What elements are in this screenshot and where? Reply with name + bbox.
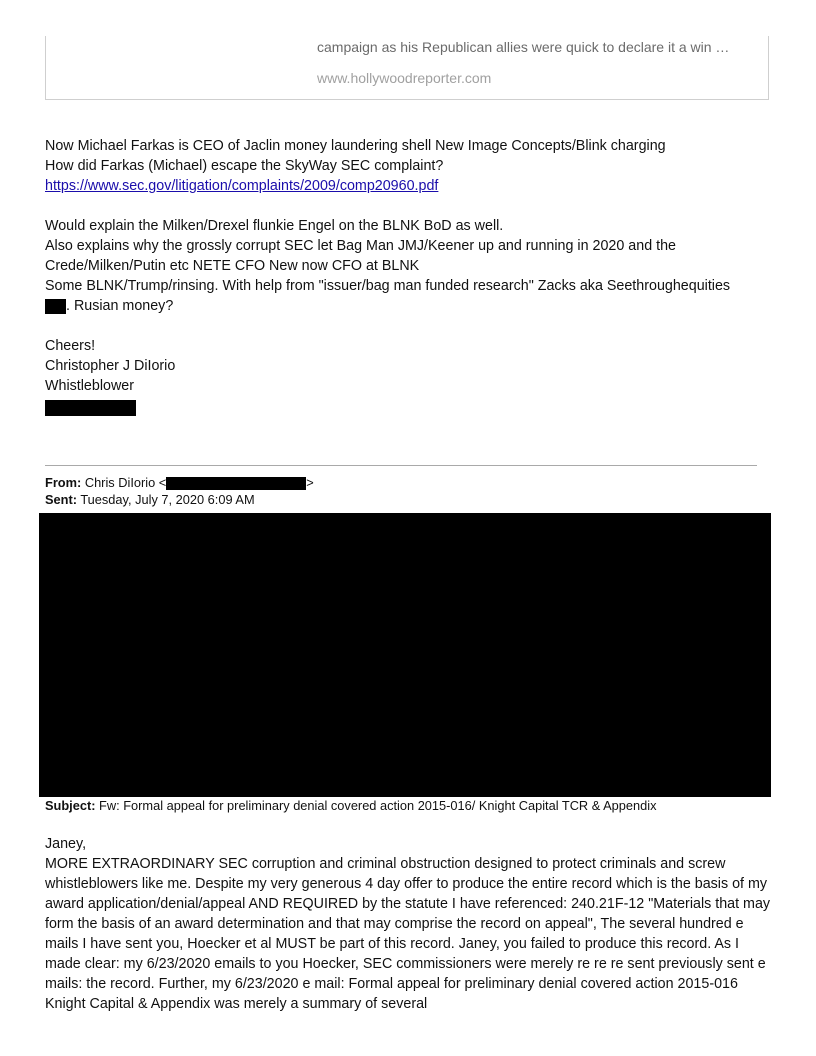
signature-title: Whistleblower xyxy=(45,378,134,394)
paragraph-2-line-2: Also explains why the grossly corrupt SEC let Bag Man JMJ/Keener up and running in 2020 and the xyxy=(45,238,677,254)
paragraph-2-line-1: Would explain the Milken/Drexel flunkie Engel on the BLNK BoD as well. xyxy=(45,218,504,234)
signature-redaction-row xyxy=(45,398,136,418)
paragraph-1-line-2: How did Farkas (Michael) escape the SkyWay SEC complaint? xyxy=(45,158,444,174)
link-preview-source: www.hollywoodreporter.com xyxy=(317,70,492,86)
signature-name: Christopher J DiIorio xyxy=(45,358,176,374)
email-salutation: Janey, xyxy=(45,836,87,852)
email-from-row xyxy=(45,474,314,492)
sent-value: Tuesday, July 7, 2020 6:09 AM xyxy=(80,492,255,507)
from-name: Chris DiIorio < xyxy=(84,475,167,490)
from-close: > xyxy=(306,475,314,490)
redaction-box xyxy=(166,477,306,490)
from-label: From: xyxy=(45,475,82,490)
subject-value: Fw: Formal appeal for preliminary denial covered action 2015-016/ Knight Capital TCR & Appendix xyxy=(99,798,657,813)
link-preview-card[interactable] xyxy=(45,36,769,100)
paragraph-2-line-5 xyxy=(45,296,173,316)
sec-complaint-link-row xyxy=(45,176,438,196)
sec-complaint-link[interactable]: https://www.sec.gov/litigation/complaints/2009/comp20960.pdf xyxy=(45,178,439,194)
paragraph-2-line-3: Crede/Milken/Putin etc NETE CFO New now CFO at BLNK xyxy=(45,258,420,274)
email-body-text: MORE EXTRAORDINARY SEC corruption and criminal obstruction designed to protect criminals and screw whistleblowers like me. Despite my very generous 4 day offer to produce the entire record which is the basis of my award application/denial/appeal AND REQUIRED by the statute I have referenced: 240.21F-12 "Materials that may form the basis of an award determination and that may comprise the record on appeal", The several hundred e mails I have sent you, Hoecker et al MUST be part of this record. Janey, you failed to produce this record. As I made clear: my 6/23/2020 emails to you Hoecker, SEC commissioners were merely re re re sent previously sent e mails: the record. Further, my 6/23/2020 e mail: Formal appeal for preliminary denial covered action 2015-016 Knight Capital & Appendix was merely a summary of several xyxy=(45,856,771,1012)
subject-label: Subject: xyxy=(45,798,96,813)
email-sent-row xyxy=(45,491,255,509)
link-preview-snippet: campaign as his Republican allies were quick to declare it a win … xyxy=(317,39,730,55)
sent-label: Sent: xyxy=(45,492,77,507)
paragraph-2-line-4: Some BLNK/Trump/rinsing. With help from "issuer/bag man funded research" Zacks aka Seethroughequities xyxy=(45,278,731,294)
paragraph-2-line-5-text: . Rusian money? xyxy=(66,298,174,314)
email-separator xyxy=(45,465,757,466)
paragraph-1-line-1: Now Michael Farkas is CEO of Jaclin money laundering shell New Image Concepts/Blink charging xyxy=(45,138,666,154)
redaction-box xyxy=(45,299,66,314)
signature-greeting: Cheers! xyxy=(45,338,96,354)
email-subject-row xyxy=(45,797,656,815)
redaction-block xyxy=(39,513,771,797)
redaction-box xyxy=(45,400,136,416)
